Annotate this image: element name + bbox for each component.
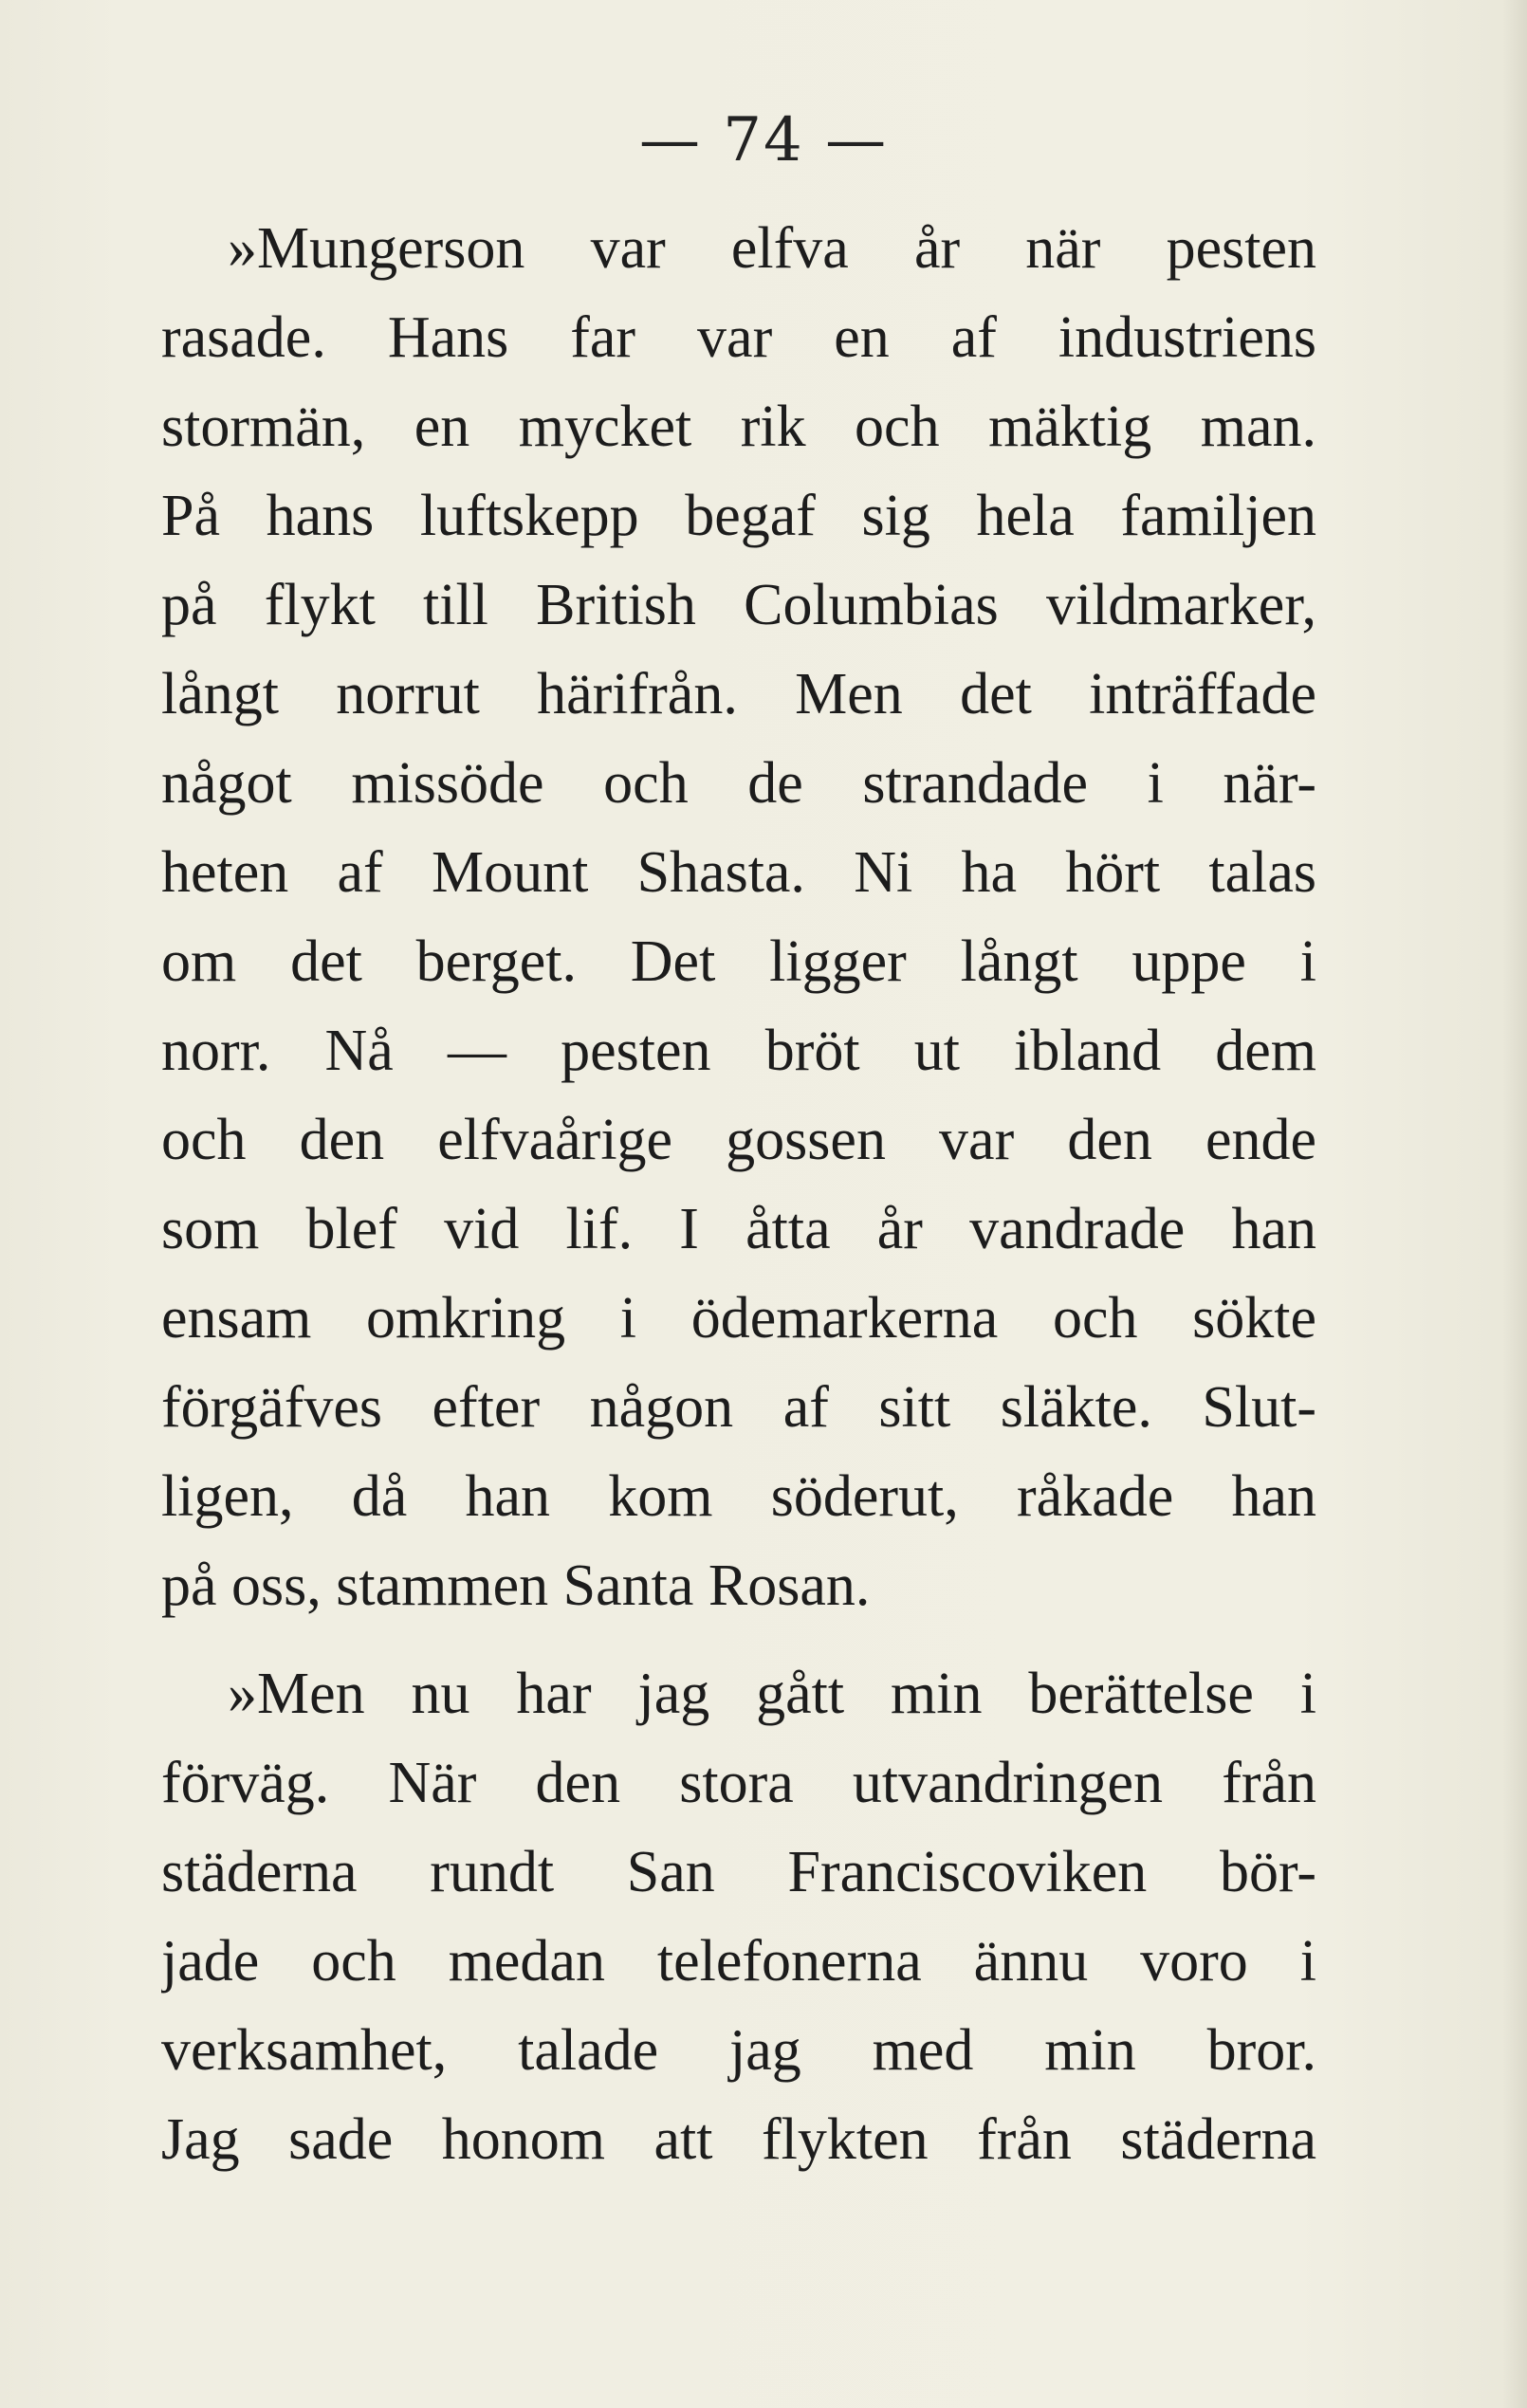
text-line: »Mungerson var elfva år när pesten <box>228 216 1316 281</box>
text-line: rasade. Hans far var en af industriens <box>161 305 1316 370</box>
text-line: om det berget. Det ligger långt uppe i <box>161 929 1316 994</box>
text-line: som blef vid lif. I åtta år vandrade han <box>161 1197 1316 1261</box>
text-line: förgäfves efter någon af sitt släkte. Slut- <box>161 1375 1316 1440</box>
text-line: ensam omkring i ödemarkerna och sökte <box>161 1286 1316 1351</box>
text-line: på oss, stammen Santa Rosan. <box>161 1553 871 1618</box>
text-line: på flykt till British Columbias vildmarker, <box>161 573 1316 637</box>
text-line: stormän, en mycket rik och mäktig man. <box>161 395 1316 459</box>
text-line: något missöde och de strandade i när- <box>161 751 1316 816</box>
text-line: verksamhet, talade jag med min bror. <box>161 2018 1316 2083</box>
page-edge-shadow <box>1502 0 1527 2408</box>
text-line: städerna rundt San Franciscoviken bör- <box>161 1840 1316 1904</box>
text-line: långt norrut härifrån. Men det inträffade <box>161 662 1316 726</box>
text-line: ligen, då han kom söderut, råkade han <box>161 1464 1316 1529</box>
page-number: — 74 — <box>638 105 889 175</box>
text-line: jade och medan telefonerna ännu voro i <box>161 1929 1316 1994</box>
text-line: Jag sade honom att flykten från städerna <box>161 2107 1316 2172</box>
text-line: och den elfvaårige gossen var den ende <box>161 1108 1316 1172</box>
text-line: »Men nu har jag gått min berättelse i <box>228 1662 1316 1726</box>
text-line: heten af Mount Shasta. Ni ha hört talas <box>161 840 1316 905</box>
text-line: På hans luftskepp begaf sig hela familjen <box>161 484 1316 548</box>
text-line: förväg. När den stora utvandringen från <box>161 1751 1316 1815</box>
text-line: norr. Nå — pesten bröt ut ibland dem <box>161 1019 1316 1083</box>
